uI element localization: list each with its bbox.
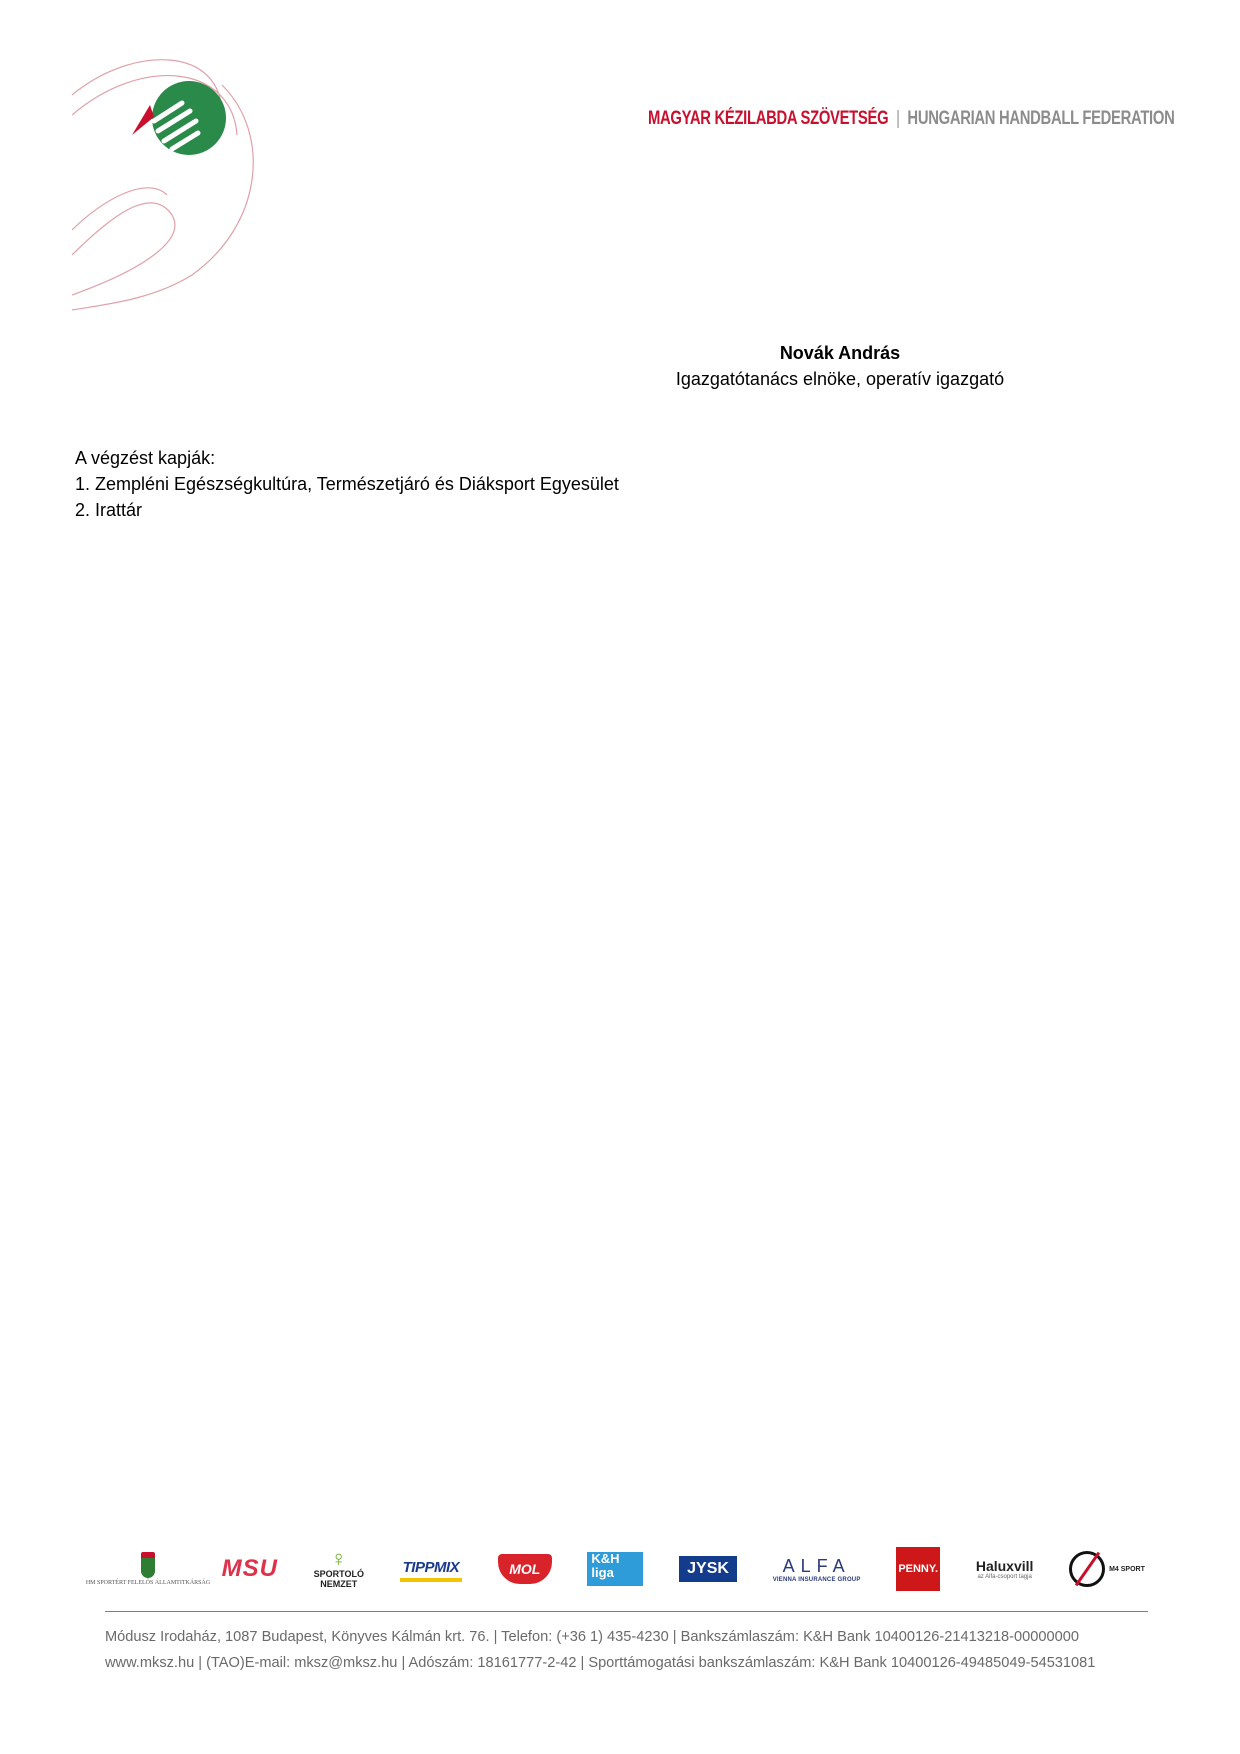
mol-logo: MOL bbox=[498, 1554, 552, 1584]
federation-name-hu: MAGYAR KÉZILABDA SZÖVETSÉG bbox=[648, 108, 889, 129]
kh-liga-logo: K&H liga bbox=[587, 1552, 643, 1586]
hm-logo: HM SPORTÉRT FELELŐS ÁLLAMTITKÁRSÁG bbox=[110, 1546, 186, 1592]
m4-sport-icon bbox=[1069, 1551, 1105, 1587]
alfa-logo: ALFA VIENNA INSURANCE GROUP bbox=[772, 1555, 861, 1583]
jysk-logo: JYSK bbox=[679, 1556, 737, 1582]
signatory-name: Novák András bbox=[779, 343, 901, 363]
federation-logo-icon bbox=[72, 55, 272, 315]
footer-contact bbox=[105, 1624, 1148, 1676]
footer-line-1: Módusz Irodaház, 1087 Budapest, Könyves Kálmán krt. 76. | Telefon: (+36 1) 435-4230 | Bankszámlaszám: K&H Bank 10400126-21413218-00000000 bbox=[105, 1629, 1079, 1645]
sportolo-nemzet-logo: ♀ SPORTOLÓ NEMZET bbox=[313, 1546, 364, 1589]
recipient-item: 2. Irattár bbox=[75, 500, 143, 520]
recipients-heading: A végzést kapják: bbox=[75, 448, 216, 468]
tippmix-logo: TIPPMIX bbox=[400, 1556, 463, 1582]
footer-divider bbox=[105, 1611, 1148, 1612]
federation-name-separator: | bbox=[896, 108, 900, 129]
runner-icon: ♀ bbox=[330, 1546, 348, 1571]
m4-sport-logo: M4 SPORT bbox=[1069, 1546, 1145, 1592]
sponsor-logos bbox=[85, 1538, 1145, 1600]
federation-name bbox=[648, 104, 1174, 134]
penny-logo: PENNY. bbox=[896, 1547, 940, 1591]
signatory-title: Igazgatótanács elnöke, operatív igazgató bbox=[675, 369, 1005, 389]
coat-of-arms-icon bbox=[141, 1552, 155, 1578]
msu-logo: MSU bbox=[221, 1555, 278, 1582]
recipient-item: 1. Zempléni Egészségkultúra, Természetjáró és Diáksport Egyesület bbox=[75, 474, 619, 494]
footer-line-2: www.mksz.hu | (TAO)E-mail: mksz@mksz.hu | Adószám: 18161777-2-42 | Sporttámogatási bankszámlaszám: K&H Bank 10400126-49485049-54531081 bbox=[105, 1655, 1096, 1671]
haluxvill-logo: Haluxvill az Alfa-csoport tagja bbox=[975, 1558, 1034, 1580]
federation-name-en: HUNGARIAN HANDBALL FEDERATION bbox=[907, 108, 1175, 129]
recipients-block bbox=[75, 445, 619, 523]
